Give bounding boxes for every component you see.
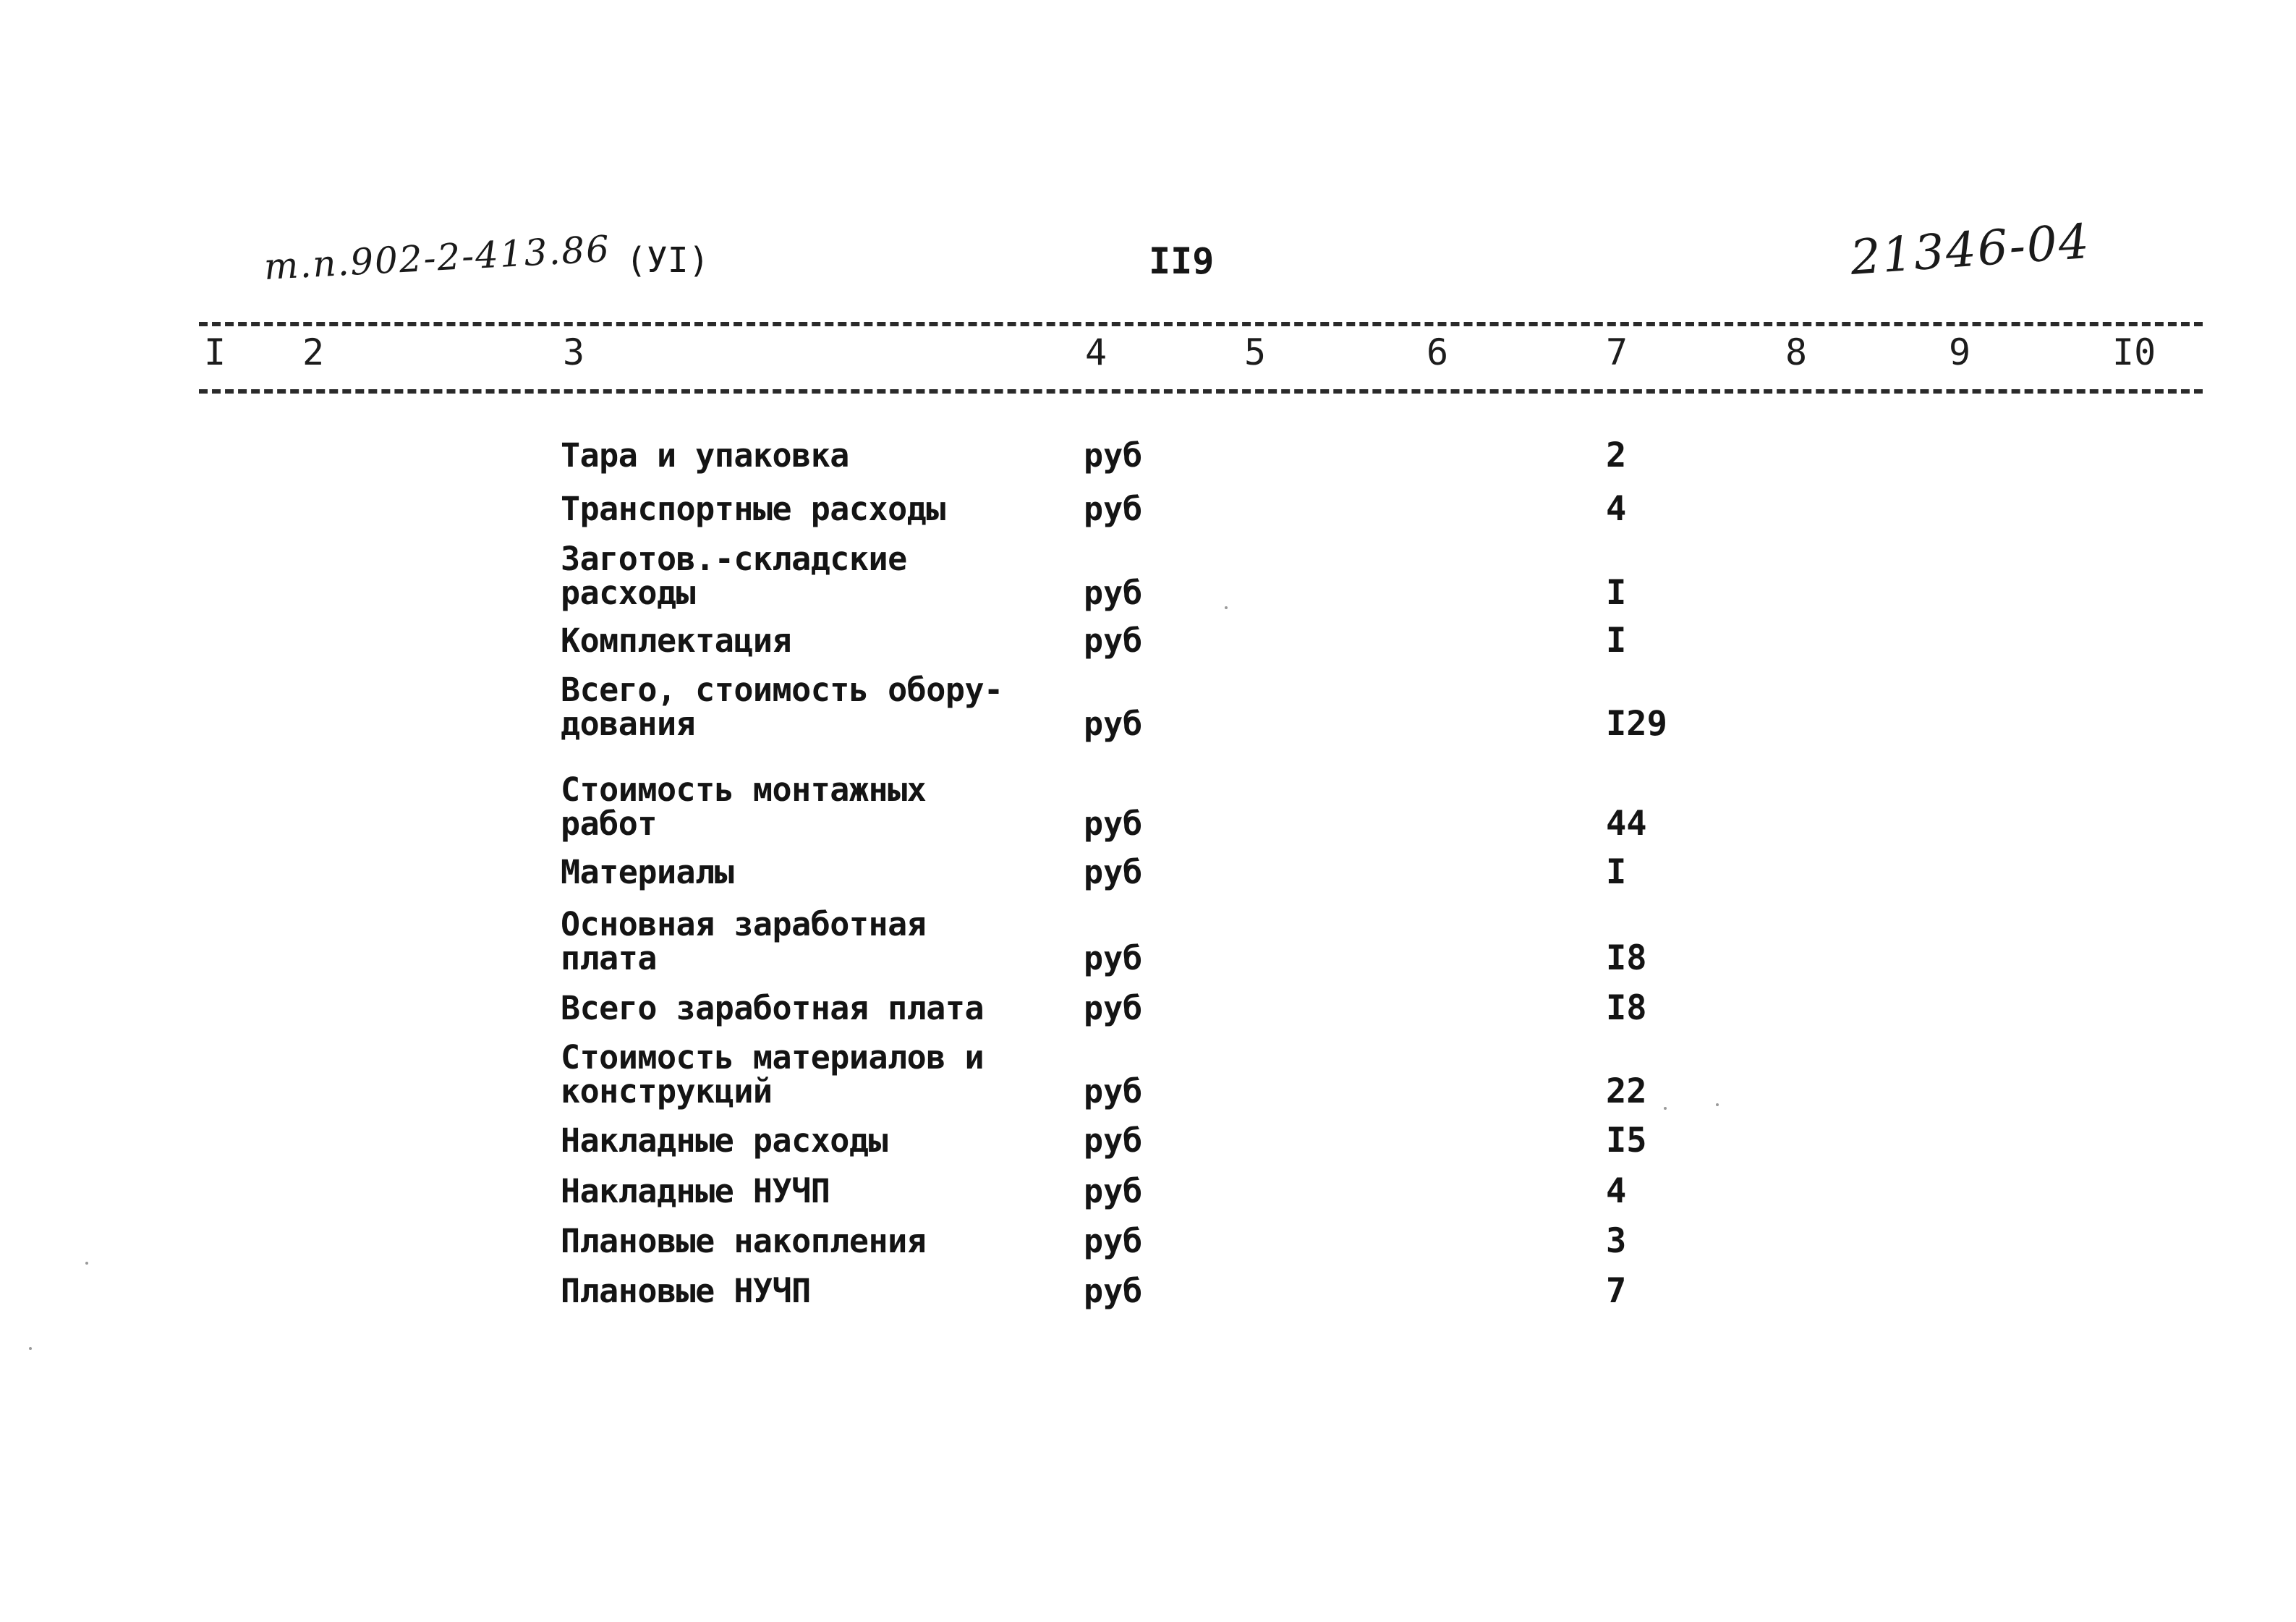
item-name: Транспортные расходы xyxy=(561,490,945,528)
scan-speck xyxy=(1716,1103,1719,1106)
item-value: 44 xyxy=(1606,804,1647,844)
scan-speck xyxy=(29,1347,32,1350)
item-name-continuation: расходы xyxy=(561,574,696,612)
item-name: Всего, стоимость обору- xyxy=(561,671,1003,709)
item-value: I xyxy=(1606,621,1627,661)
item-unit: руб xyxy=(1084,436,1143,475)
item-name-continuation: работ xyxy=(561,804,657,843)
item-unit: руб xyxy=(1084,939,1143,977)
item-unit: руб xyxy=(1084,574,1143,612)
item-name: Накладные НУЧП xyxy=(561,1172,830,1210)
item-unit: руб xyxy=(1084,621,1143,660)
item-value: I xyxy=(1606,852,1627,892)
item-unit: руб xyxy=(1084,989,1143,1027)
item-value: 7 xyxy=(1606,1271,1627,1311)
item-value: I29 xyxy=(1606,704,1667,744)
column-number-6: 6 xyxy=(1427,331,1449,373)
item-name: Заготов.-складские xyxy=(561,540,907,578)
item-name: Всего заработная плата xyxy=(561,989,985,1027)
item-name-continuation: плата xyxy=(561,939,657,977)
column-number-9: 9 xyxy=(1949,331,1971,373)
scan-speck xyxy=(1664,1107,1667,1110)
column-number-8: 8 xyxy=(1785,331,1808,373)
item-unit: руб xyxy=(1084,1272,1143,1310)
column-number-7: 7 xyxy=(1606,331,1628,373)
item-value: I8 xyxy=(1606,988,1647,1028)
item-unit: руб xyxy=(1084,804,1143,843)
item-name: Стоимость монтажных xyxy=(561,770,927,809)
stamp-number-handwritten: 21346-04 xyxy=(1848,213,2093,286)
scan-speck xyxy=(85,1262,88,1265)
item-unit: руб xyxy=(1084,1072,1143,1111)
item-value: 3 xyxy=(1606,1221,1627,1261)
item-name: Стоимость материалов и xyxy=(561,1038,985,1077)
item-value: I xyxy=(1606,573,1627,613)
item-value: 22 xyxy=(1606,1071,1647,1111)
column-number-1: I xyxy=(204,331,226,373)
item-name-continuation: дования xyxy=(561,705,696,743)
item-name: Основная заработная xyxy=(561,905,927,943)
item-value: 4 xyxy=(1606,1171,1627,1211)
item-name: Комплектация xyxy=(561,621,792,660)
item-unit: руб xyxy=(1084,1172,1143,1210)
column-number-4: 4 xyxy=(1085,331,1107,373)
item-name: Материалы xyxy=(561,853,734,891)
item-name-continuation: конструкций xyxy=(561,1072,773,1111)
column-number-5: 5 xyxy=(1244,331,1267,373)
column-number-10: I0 xyxy=(2112,331,2156,373)
item-value: I8 xyxy=(1606,938,1647,978)
item-unit: руб xyxy=(1084,1222,1143,1260)
item-unit: руб xyxy=(1084,705,1143,743)
doc-code-handwritten: т.п.902-2-413.86 xyxy=(263,227,612,288)
item-name: Плановые накопления xyxy=(561,1222,927,1260)
top-dashed-rule xyxy=(199,322,2203,326)
item-name: Тара и упаковка xyxy=(561,436,849,475)
item-value: 4 xyxy=(1606,489,1627,529)
bottom-dashed-rule xyxy=(199,389,2203,394)
item-unit: руб xyxy=(1084,1121,1143,1160)
scan-speck xyxy=(1225,606,1228,609)
page-number: II9 xyxy=(1149,240,1215,282)
item-unit: руб xyxy=(1084,853,1143,891)
item-unit: руб xyxy=(1084,490,1143,528)
item-name: Накладные расходы xyxy=(561,1121,888,1160)
column-number-3: 3 xyxy=(563,331,585,373)
section-label: (УI) xyxy=(626,240,710,281)
item-value: I5 xyxy=(1606,1121,1647,1160)
item-name: Плановые НУЧП xyxy=(561,1272,811,1310)
column-number-2: 2 xyxy=(302,331,325,373)
item-value: 2 xyxy=(1606,436,1627,475)
